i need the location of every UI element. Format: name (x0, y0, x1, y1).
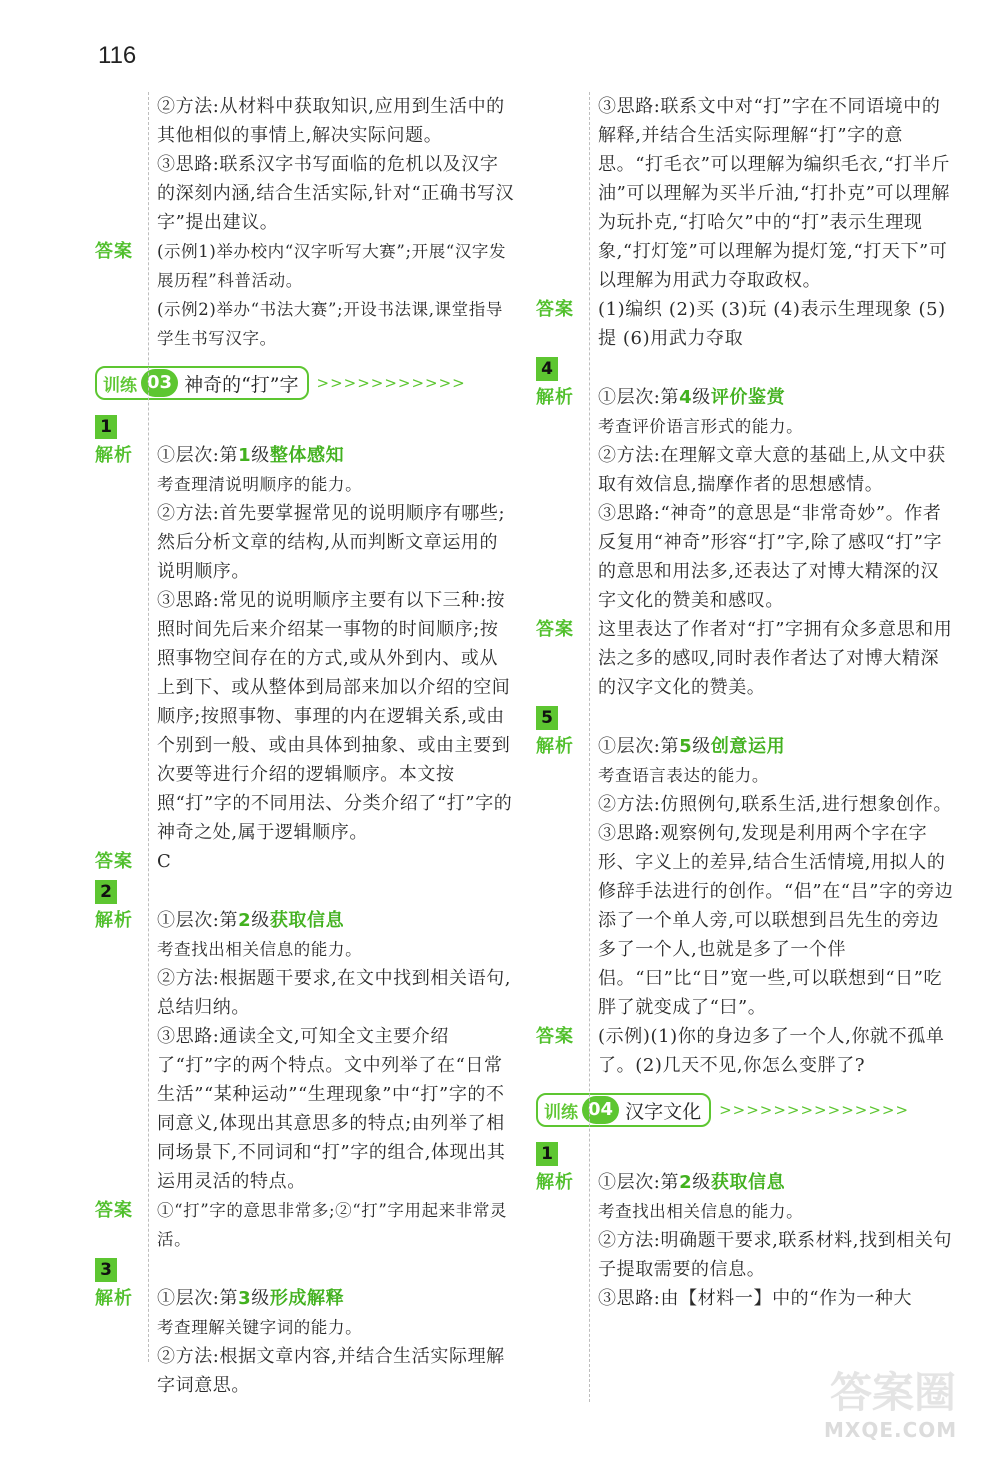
question-number-4: 4 (536, 357, 558, 381)
q3-thought: ③思路:联系文中对“打”字在不同语境中的解释,并结合生活实际理解“打”字的意思。“打毛衣”可以理解为编织毛衣,“打半斤油”可以理解为买半斤油,“打扑克”可以理解为玩扑克,“打哈欠”中的“打”表示生理现象,“打灯笼”可以理解为提灯笼,“打天下”可以理解为用武力夺取政权。 (598, 96, 950, 291)
analysis-tag: 解析 (536, 387, 574, 408)
q3-level-desc: 考查理解关键字词的能力。 (157, 1318, 363, 1337)
answer-tag: 答案 (95, 1200, 133, 1221)
q3-method: ②方法:根据文章内容,并结合生活实际理解字词意思。 (157, 1346, 505, 1396)
intro-answer (95, 237, 515, 353)
q4-answer-text: 这里表达了作者对“打”字拥有众多意思和用法之多的感叹,同时表作者达了对博大精深的汉字文化的赞美。 (598, 619, 953, 698)
q5-answer-text: (示例)(1)你的身边多了一个人,你就不孤单了。(2)几天不见,你怎么变胖了? (598, 1026, 945, 1076)
t4q1-method: ②方法:明确题干要求,联系材料,找到相关句子提取需要的信息。 (598, 1230, 953, 1280)
q1-answer (95, 847, 515, 876)
q3-analysis-continued (536, 92, 956, 295)
t4q1-thought: ③思路:由【材料一】中的“作为一种大 (598, 1288, 913, 1309)
question-number-5: 5 (536, 706, 558, 730)
q1-analysis (95, 441, 515, 847)
q2-analysis (95, 906, 515, 1196)
analysis-tag: 解析 (536, 1172, 574, 1193)
q4-analysis (536, 383, 956, 615)
q5-level-desc: 考查语言表达的能力。 (598, 766, 769, 785)
left-column (95, 92, 515, 1400)
intro-method: ②方法:从材料中获取知识,应用到生活中的其他相似的事情上,解决实际问题。 (157, 96, 505, 146)
q1-thought: ③思路:常见的说明顺序主要有以下三种:按照时间先后来介绍某一事物的时间顺序;按照事物空间存在的方式,或从外到内、或从上到下、或从整体到局部来加以介绍的空间顺序;按照事物、事理的内在逻辑关系,或由个别到一般、或由具体到抽象、或由主要到次要等进行介绍的逻辑顺序。本文按照“打”字的不同用法、分类介绍了“打”字的神奇之处,属于逻辑顺序。 (157, 590, 513, 843)
q2-level: ①层次:第2级获取信息 (157, 910, 345, 931)
q5-method: ②方法:仿照例句,联系生活,进行想象创作。 (598, 794, 953, 815)
q5-thought: ③思路:观察例句,发现是利用两个字在字形、字义上的差异,结合生活情境,用拟人的修辞手法进行的创作。“侣”在“吕”字的旁边添了一个单人旁,可以联想到吕先生的旁边多了一个人,也就是多了一个伴侣。“曰”比“日”宽一些,可以联想到“日”吃胖了就变成了“曰”。 (598, 823, 954, 1018)
q2-thought: ③思路:通读全文,可知全文主要介绍了“打”字的两个特点。文中列举了在“日常生活”“某种运动”“生理现象”中“打”字的不同意义,体现出其意思多的特点;由列举了相同场景下,不同词和“打”字的组合,体现出其运用灵活的特点。 (157, 1026, 506, 1192)
t4q1-analysis (536, 1168, 956, 1313)
answer-tag: 答案 (536, 619, 574, 640)
q3-answer (536, 295, 956, 353)
question-number-1: 1 (95, 415, 117, 439)
q4-answer (536, 615, 956, 702)
q5-level: ①层次:第5级创意运用 (598, 736, 786, 757)
arrow-decoration: >>>>>>>>>>> (316, 374, 466, 392)
answer-tag: 答案 (95, 241, 133, 262)
answer-tag: 答案 (536, 1026, 574, 1047)
q4-level: ①层次:第4级评价鉴赏 (598, 387, 786, 408)
page-number: 116 (98, 42, 137, 69)
analysis-tag: 解析 (95, 1288, 133, 1309)
answer-example-1: (示例1)举办校内“汉字听写大赛”;开展“汉字发展历程”科普活动。 (157, 242, 507, 290)
training-label: 训练 (544, 1102, 578, 1123)
q1-level-desc: 考查理清说明顺序的能力。 (157, 475, 363, 494)
q1-answer-text: C (157, 851, 172, 872)
watermark-url: MXQE.COM (824, 1418, 958, 1442)
q2-method: ②方法:根据题干要求,在文中找到相关语句,总结归纳。 (157, 968, 512, 1018)
analysis-tag: 解析 (536, 736, 574, 757)
training-title: 汉字文化 (625, 1100, 702, 1123)
q5-answer (536, 1022, 956, 1080)
training-04-header (536, 1090, 956, 1130)
q2-answer-text: ①“打”字的意思非常多;②“打”字用起来非常灵活。 (157, 1201, 508, 1249)
question-number-1: 1 (536, 1142, 558, 1166)
watermark-text: 答案圈 (830, 1368, 957, 1417)
training-03-header (95, 363, 515, 403)
right-column (536, 92, 956, 1313)
q2-answer (95, 1196, 515, 1254)
question-number-3: 3 (95, 1258, 117, 1282)
arrow-decoration: >>>>>>>>>>>>>> (719, 1101, 910, 1119)
q5-analysis (536, 732, 956, 1022)
training-title: 神奇的“打”字 (184, 373, 299, 396)
training-label: 训练 (103, 375, 137, 396)
q3-answer-text: (1)编织 (2)买 (3)玩 (4)表示生理现象 (5)提 (6)用武力夺取 (598, 299, 946, 349)
q2-level-desc: 考查找出相关信息的能力。 (157, 940, 363, 959)
answer-tag: 答案 (95, 851, 133, 872)
q4-thought: ③思路:“神奇”的意思是“非常奇妙”。作者反复用“神奇”形容“打”字,除了感叹“打”字的意思和用法多,还表达了对博大精深的汉字文化的赞美和感叹。 (598, 503, 943, 611)
analysis-tag: 解析 (95, 445, 133, 466)
q1-method: ②方法:首先要掌握常见的说明顺序有哪些;然后分析文章的结构,从而判断文章运用的说明顺序。 (157, 503, 506, 582)
intro-analysis (95, 92, 515, 237)
intro-thought: ③思路:联系汉字书写面临的危机以及汉字的深刻内涵,结合生活实际,针对“正确书写汉字”提出建议。 (157, 154, 515, 233)
answer-example-2: (示例2)举办“书法大赛”;开设书法课,课堂指导学生书写汉字。 (157, 300, 503, 348)
q1-level: ①层次:第1级整体感知 (157, 445, 345, 466)
t4q1-level-desc: 考查找出相关信息的能力。 (598, 1202, 804, 1221)
training-number: 03 (141, 369, 178, 397)
training-number: 04 (582, 1096, 619, 1124)
analysis-tag: 解析 (95, 910, 133, 931)
q4-level-desc: 考查评价语言形式的能力。 (598, 417, 804, 436)
q3-level: ①层次:第3级形成解释 (157, 1288, 345, 1309)
q4-method: ②方法:在理解文章大意的基础上,从文中获取有效信息,揣摩作者的思想感情。 (598, 445, 946, 495)
t4q1-level: ①层次:第2级获取信息 (598, 1172, 786, 1193)
answer-tag: 答案 (536, 299, 574, 320)
watermark-logo (820, 1360, 980, 1450)
question-number-2: 2 (95, 880, 117, 904)
q3-analysis (95, 1284, 515, 1400)
